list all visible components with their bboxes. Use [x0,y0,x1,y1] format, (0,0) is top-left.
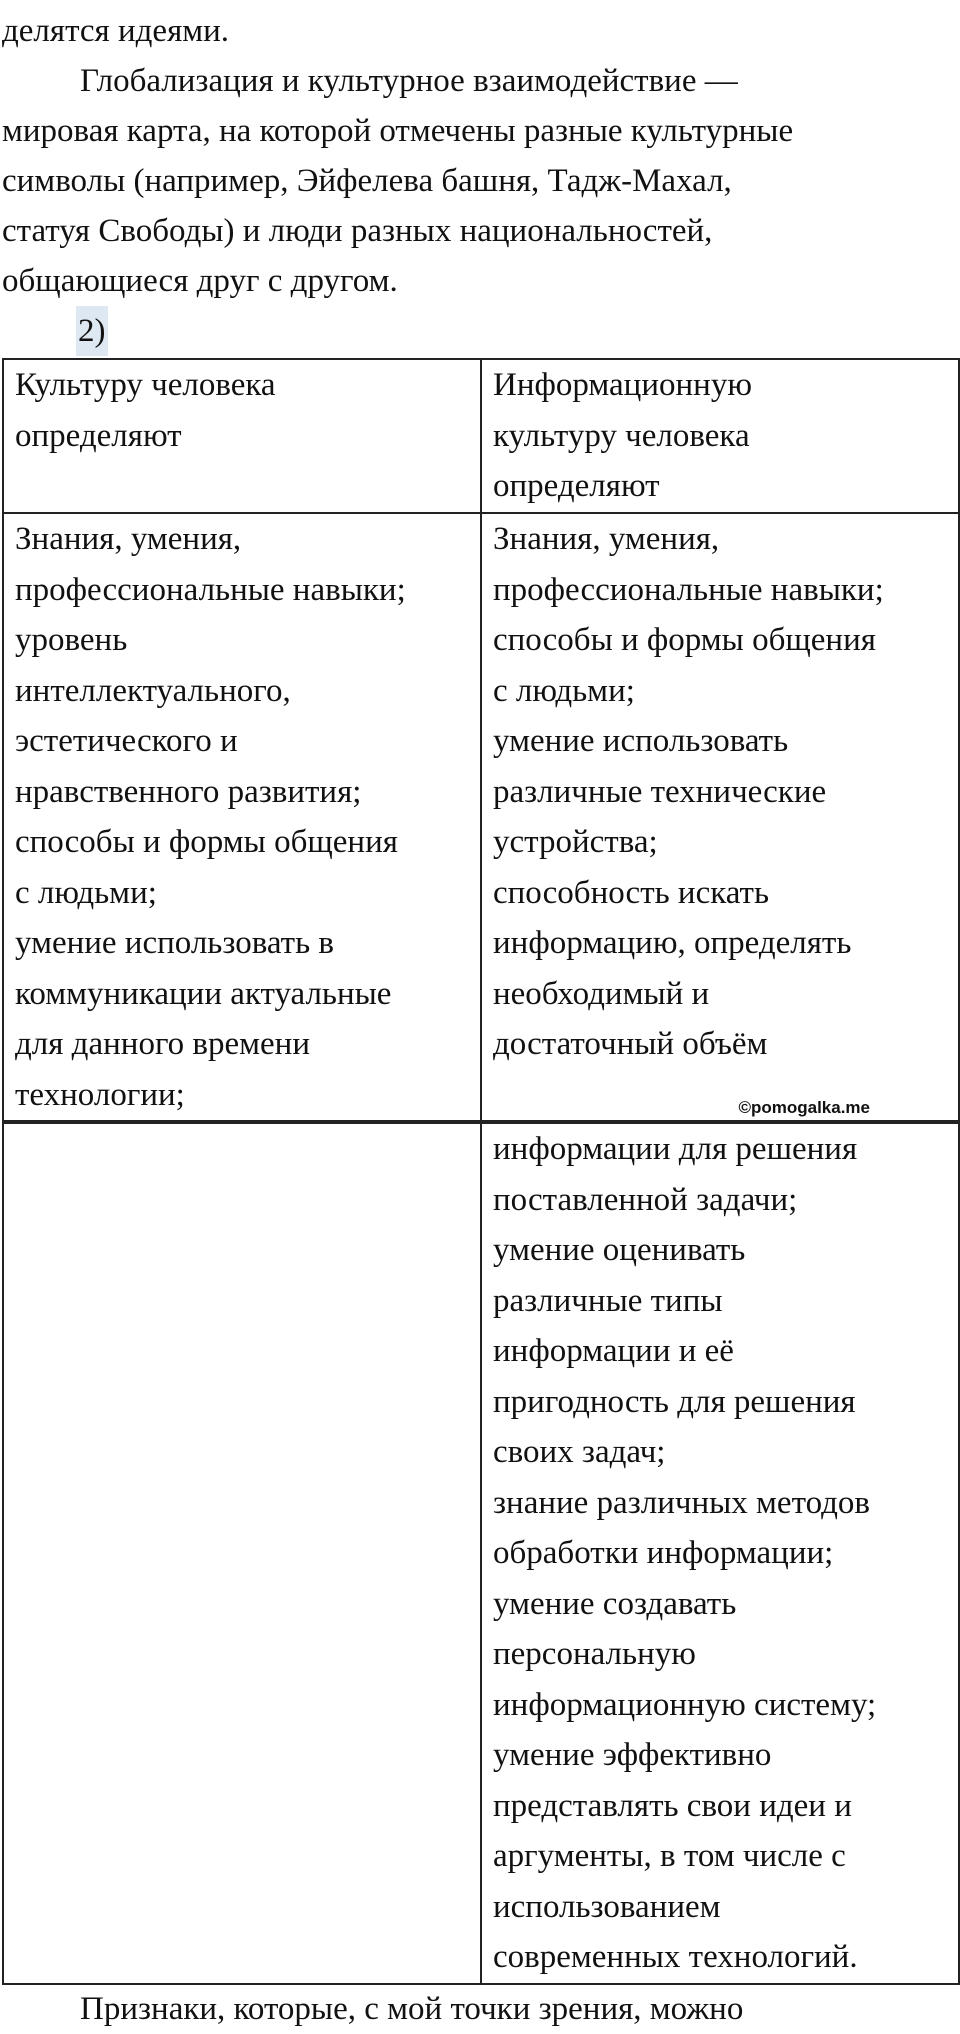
cell-line: Знания, умения, [15,521,242,557]
cell-line: представлять свои идеи и [493,1787,852,1824]
cell-line: с людьми; [493,672,635,709]
cell-line: аргументы, в том числе с [493,1838,846,1874]
paragraph-line: Глобализация и культурное взаимодействие — [80,63,738,99]
cell-line: современных технологий. [493,1939,858,1975]
cell-line: обработки информации; [493,1535,834,1571]
cell-line: профессиональные навыки; [15,571,406,608]
paragraph-line: Признаки, которые, с мой точки зрения, можно [80,1991,744,2027]
cell-line: нравственного развития; [15,773,362,810]
cell-line: коммуникации актуальные [15,975,392,1012]
cell-line: Культуру человека [15,367,276,403]
information-culture-cell-continued [481,1123,959,1984]
cell-line: умение использовать [493,723,789,759]
cell-line: Знания, умения, [493,521,720,557]
cell-line: достаточный объём [493,1026,768,1062]
paragraph-line: статуя Свободы) и люди разных национальностей, [2,213,713,249]
cell-line: технологии; [15,1076,185,1113]
cell-line: способность искать [493,874,770,911]
cell-line: необходимый и [493,975,710,1012]
cell-line: умение эффективно [493,1737,772,1773]
table-header-row [3,359,959,513]
cell-line: профессиональные навыки; [493,571,884,608]
cell-line: своих задач; [493,1434,666,1470]
cell-line: уровень [15,622,128,658]
continuation-table [2,1122,960,1985]
paragraph-line: символы (например, Эйфелева башня, Тадж-Махал, [2,163,732,199]
cell-line: способы и формы общения [493,622,876,658]
cell-line: определяют [493,468,660,504]
cell-line: способы и формы общения [15,824,398,860]
cell-line: пригодность для решения [493,1383,856,1420]
paragraph-line: делятся идеями. [2,13,230,49]
cell-line: знание различных методов [493,1484,870,1521]
cell-line: умение создавать [493,1585,737,1622]
paragraph-line: общающиеся друг с другом. [2,263,398,299]
cell-line: использованием [493,1888,721,1925]
cell-line: определяют [15,417,182,454]
cell-line: поставленной задачи; [493,1181,798,1218]
cell-line: Информационную [493,367,752,403]
table-row [3,513,959,1121]
cell-line: культуру человека [493,417,750,454]
item-marker: 2) [76,306,108,356]
watermark: ©pomogalka.me [738,1098,870,1117]
cell-line: персональную [493,1636,696,1672]
culture-cell [3,513,481,1121]
cell-line: информационную систему; [493,1686,877,1723]
cell-line: информации для решения [493,1131,858,1167]
cell-line: с людьми; [15,874,157,911]
comparison-table [2,358,960,1122]
header-cell-information-culture [481,359,959,513]
cell-line: для данного времени [15,1026,310,1062]
cell-line: умение оценивать [493,1232,746,1268]
cell-line: различные типы [493,1282,723,1319]
cell-line: устройства; [493,824,658,860]
cell-line: информацию, определять [493,925,852,961]
cell-line: различные технические [493,773,827,810]
header-cell-culture [3,359,481,513]
paragraph-line: мировая карта, на которой отмечены разные культурные [2,113,794,149]
cell-line: умение использовать в [15,925,334,961]
information-culture-cell [481,513,959,1121]
cell-line: информации и её [493,1333,734,1369]
empty-culture-cell [3,1123,481,1984]
table-row [3,1123,959,1984]
cell-line: эстетического и [15,723,238,759]
cell-line: интеллектуального, [15,672,291,709]
